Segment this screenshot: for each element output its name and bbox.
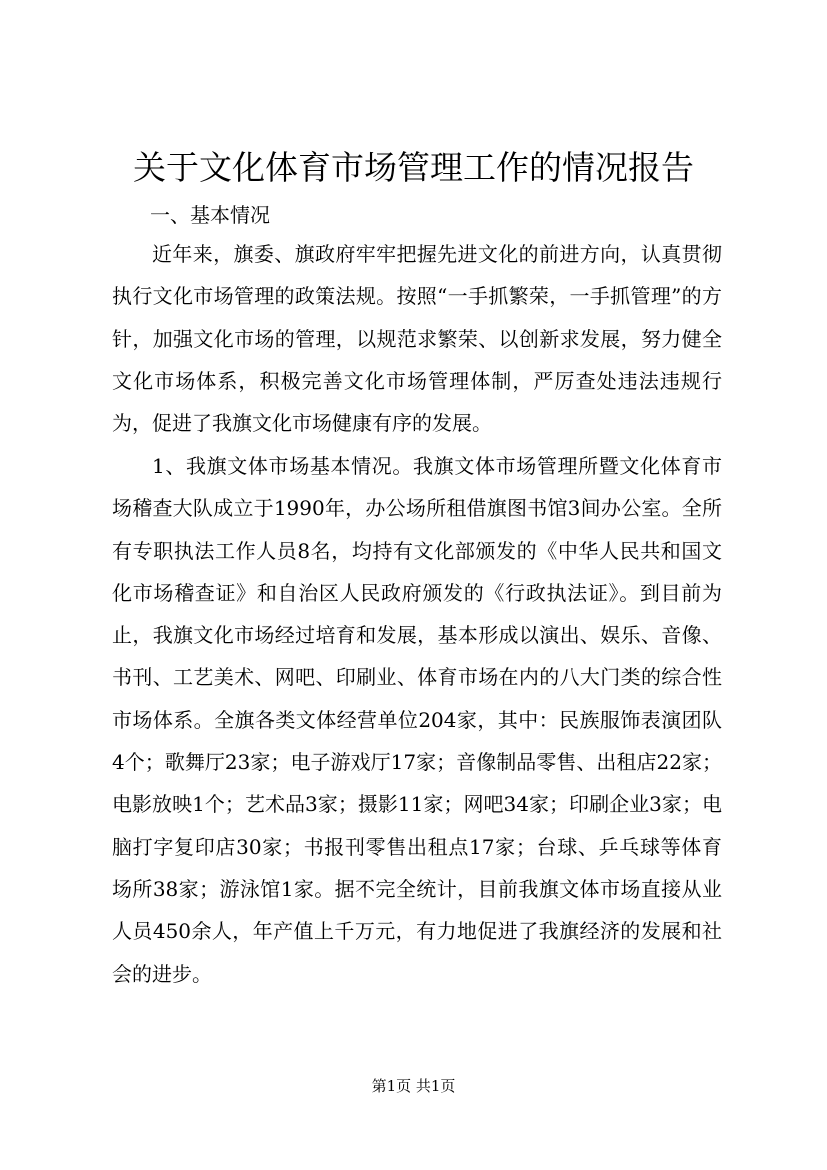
page-number-footer: 第1页 共1页	[371, 1077, 456, 1095]
body-paragraph: 近年来，旗委、旗政府牢牢把握先进文化的前进方向，认真贯彻执行文化市场管理的政策法规。按照“一手抓繁荣，一手抓管理”的方针，加强文化市场的管理，以规范求繁荣、以创新求发展，努力健全文化市场体系，积极完善文化市场管理体制，严厉查处违法违规行为，促进了我旗文化市场健康有序的发展。	[112, 242, 722, 436]
document-title: 关于文化体育市场管理工作的情况报告	[133, 148, 694, 187]
section-heading: 一、基本情况	[150, 203, 270, 227]
body-paragraph: 1、我旗文体市场基本情况。我旗文体市场管理所暨文化体育市场稽查大队成立于1990年，办公场所租借旗图书馆3间办公室。全所有专职执法工作人员8名，均持有文化部颁发的《中华人民共和国文化市场稽查证》和自治区人民政府颁发的《行政执法证》。到目前为止，我旗文化市场经过培育和发展，基本形成以演出、娱乐、音像、书刊、工艺美术、网吧、印刷业、体育市场在内的八大门类的综合性市场体系。全旗各类文体经营单位204家，其中：民族服饰表演团队4个；歌舞厅23家；电子游戏厅17家；音像制品零售、出租店22家；电影放映1个；艺术品3家；摄影11家；网吧34家；印刷企业3家；电脑打字复印店30家；书报刊零售出租点17家；台球、乒乓球等体育场所38家；游泳馆1家。据不完全统计，目前我旗文体市场直接从业人员450余人，年产值上千万元，有力地促进了我旗经济的发展和社会的进步。	[112, 454, 722, 986]
